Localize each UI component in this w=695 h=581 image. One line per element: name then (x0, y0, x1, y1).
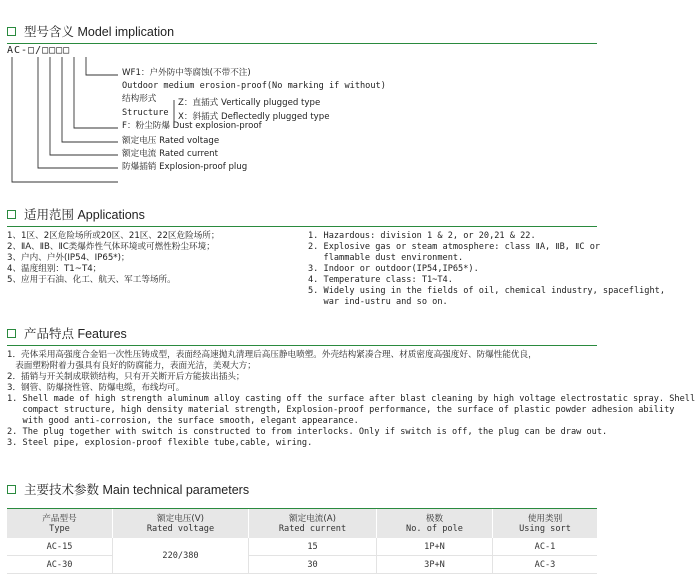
col-header-cn: 额定电压(V) (157, 513, 204, 524)
app-cn-2: 2、ⅡA、ⅡB、ⅡC类爆炸性气体环境或可燃性粉尘环境； (7, 242, 215, 252)
model-code: AC-□/□□□□ (7, 45, 71, 56)
app-cn-5: 5、应用于石油、化工、航天、军工等场所。 (7, 275, 176, 285)
cell-poles: 3P+N (377, 556, 493, 574)
col-header-type (7, 509, 113, 538)
section-divider (7, 226, 597, 227)
feature-cn-1: 1．壳体采用高强度合金铝一次性压铸成型，表面经高速抛丸清理后高压静电喷塑。外壳结构紧凑合理、材质密度高强度好、防爆性能优良， (7, 350, 537, 360)
col-header-en: Using sort (519, 523, 571, 534)
feature-en-2: 2. The plug together with switch is constructed to from interlocks. Only if switch is off, the plug can be draw out. (7, 427, 608, 437)
params-table (7, 509, 597, 574)
cell-poles: 1P+N (377, 538, 493, 556)
cell-type: AC-15 (7, 538, 113, 556)
app-en-6: 5. Widely using in the fields of oil, chemical industry, spaceflight, (308, 286, 665, 296)
cell-voltage: 220/380 (113, 538, 249, 574)
feature-en-1b: compact structure, high density material strength, Explosion-proof performance, the surface of plastic powder adhesion ability (7, 405, 675, 415)
tree-line-plug (12, 57, 118, 182)
square-bullet-icon (7, 485, 16, 494)
section-divider (7, 345, 597, 346)
square-bullet-icon (7, 329, 16, 338)
app-en-5: 4. Temperature class: T1~T4. (308, 275, 453, 285)
section-title: 产品特点 Features (24, 327, 127, 341)
tree-label-current: 额定电流 Rated current (122, 149, 218, 159)
section-title: 主要技术参数 Main technical parameters (24, 483, 250, 497)
tree-line-structure (74, 57, 118, 128)
table-row (7, 556, 597, 574)
col-header-cn: 使用类别 (527, 513, 563, 524)
cell-sort: AC-3 (493, 556, 598, 574)
app-en-3: flammable dust environment. (308, 253, 464, 263)
tree-label-x: X：斜插式 Deflectedly plugged type (178, 112, 330, 122)
cell-type: AC-30 (7, 556, 113, 574)
cell-sort: AC-1 (493, 538, 598, 556)
feature-en-1: 1. Shell made of high strength aluminum alloy casting off the surface after blast cleaning by high voltage electrostatic spray. Shell (7, 394, 695, 404)
tree-label-f: F：粉尘防爆 Dust explosion-proof (122, 121, 262, 131)
col-header-en: Type (49, 523, 70, 534)
table-row (7, 538, 597, 556)
col-header-voltage (113, 509, 249, 538)
feature-en-1c: with good anti-corrosion, the surface smooth, elegant appearance. (7, 416, 359, 426)
col-header-cn: 产品型号 (42, 513, 77, 524)
cell-current: 15 (249, 538, 377, 556)
app-en-1: 1. Hazardous: division 1 & 2, or 20,21 & 22. (308, 231, 536, 241)
table-header-row (7, 509, 597, 538)
col-header-cn: 额定电流(A) (289, 513, 336, 524)
tree-label-wf1-en: Outdoor medium erosion-proof(No marking if without) (122, 81, 386, 91)
feature-cn-1b: 表面塑粉附着力强具有良好的防腐能力，表面光洁，美观大方； (7, 361, 256, 371)
app-en-7: war ind-ustru and so on. (308, 297, 448, 307)
square-bullet-icon (7, 210, 16, 219)
tree-line-voltage (62, 57, 118, 142)
tree-label-plug: 防爆插销 Explosion-proof plug (122, 162, 248, 172)
section-title: 适用范围 Applications (24, 208, 145, 222)
col-header-cn: 极数 (425, 513, 444, 524)
cell-current: 30 (249, 556, 377, 574)
section-features-header (7, 324, 127, 342)
col-header-poles (377, 509, 493, 538)
col-header-en: No. of pole (406, 523, 463, 534)
feature-en-3: 3. Steel pipe, explosion-proof flexible tube,cable, wiring. (7, 438, 313, 448)
app-cn-3: 3、户内、户外(IP54、IP65*)； (7, 253, 130, 263)
section-params-header (7, 480, 249, 498)
tree-label-structure: 结构形式 (122, 94, 157, 104)
tree-label-z: Z：直插式 Vertically plugged type (178, 98, 321, 108)
section-title: 型号含义 Model implication (24, 25, 175, 39)
tree-line-current (50, 57, 118, 155)
tree-label-structure-en: Structure (122, 108, 169, 118)
feature-cn-3: 3．钢管、防爆挠性管、防爆电缆，布线均可。 (7, 383, 185, 393)
section-applications-header (7, 205, 145, 223)
tree-label-wf1: WF1：户外防中等腐蚀(不带不注) (122, 68, 251, 78)
tree-label-voltage: 额定电压 Rated voltage (122, 136, 220, 146)
col-header-sort (493, 509, 598, 538)
col-header-current (249, 509, 377, 538)
col-header-en: Rated voltage (146, 523, 215, 534)
tree-line-wf1 (86, 57, 118, 75)
app-en-2: 2. Explosive gas or steam atmosphere: class ⅡA, ⅡB, ⅡC or (308, 242, 601, 252)
app-cn-1: 1、1区、2区危险场所或20区、21区、22区危险场所； (7, 231, 220, 241)
col-header-en: Rated current (278, 523, 347, 534)
model-tree-lines (0, 0, 695, 200)
app-en-4: 3. Indoor or outdoor(IP54,IP65*). (308, 264, 479, 274)
app-cn-4: 4、温度组别：T1~T4； (7, 264, 102, 274)
feature-cn-2: 2．插销与开关制成联锁结构，只有开关断开后方能拔出插头； (7, 372, 245, 382)
